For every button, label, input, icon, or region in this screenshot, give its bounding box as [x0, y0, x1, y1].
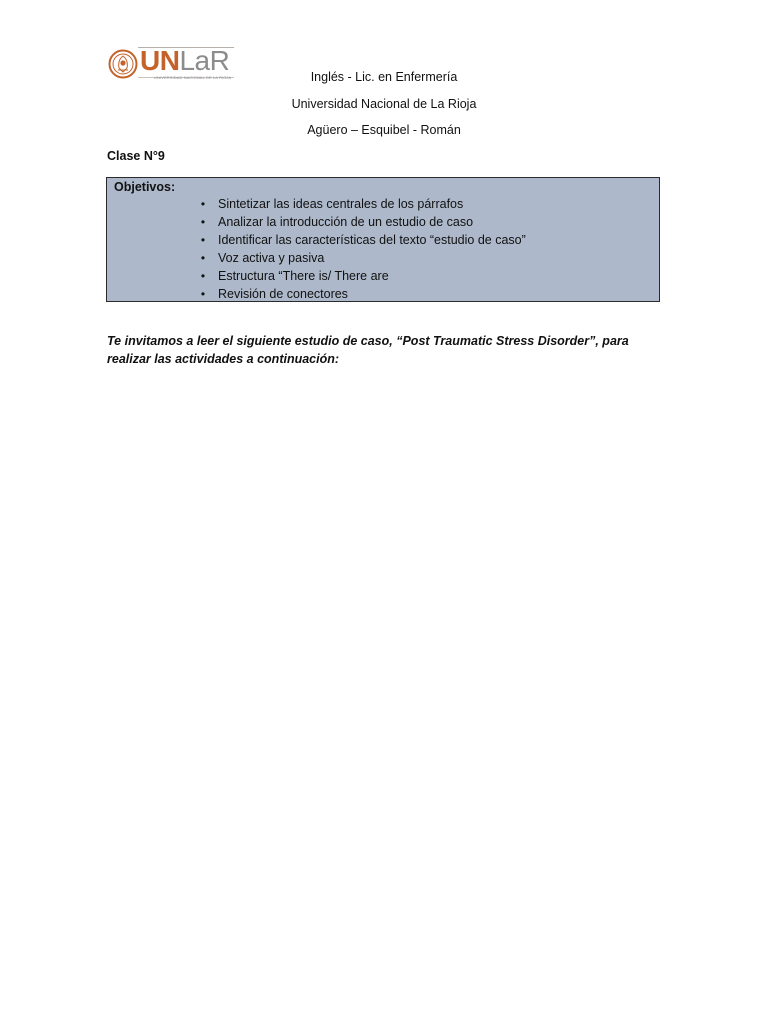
logo-wordmark-primary: UN — [140, 45, 180, 76]
objective-text: Voz activa y pasiva — [218, 251, 325, 265]
logo-subtitle: UNIVERSIDAD NACIONAL DE LA RIOJA — [154, 75, 232, 80]
university-seal-icon — [108, 49, 138, 79]
objective-text: Revisión de conectores — [218, 287, 348, 301]
authors: Agüero – Esquibel - Román — [307, 123, 461, 137]
logo-wordmark-secondary: LaR — [179, 45, 230, 76]
objectives-box — [106, 177, 660, 302]
course-title: Inglés - Lic. en Enfermería — [310, 70, 458, 84]
objective-text: Identificar las características del texto “estudio de caso” — [218, 233, 526, 247]
objective-text: Estructura “There is/ There are — [218, 269, 389, 283]
class-number-label: Clase N°9 — [107, 149, 165, 163]
bullet-icon: • — [200, 197, 206, 211]
objective-text: Analizar la introducción de un estudio de caso — [218, 215, 474, 229]
bullet-icon: • — [200, 251, 206, 265]
bullet-icon: • — [200, 269, 206, 283]
bullet-icon: • — [200, 233, 206, 247]
objectives-title: Objetivos: — [114, 180, 176, 194]
bullet-icon: • — [200, 215, 206, 229]
objective-text: Sintetizar las ideas centrales de los párrafos — [218, 197, 464, 211]
bullet-icon: • — [200, 287, 206, 301]
university-name: Universidad Nacional de La Rioja — [291, 97, 477, 111]
intro-paragraph: Te invitamos a leer el siguiente estudio de caso, “Post Traumatic Stress Disorder”, para realizar las actividades a continuación: — [107, 334, 629, 366]
